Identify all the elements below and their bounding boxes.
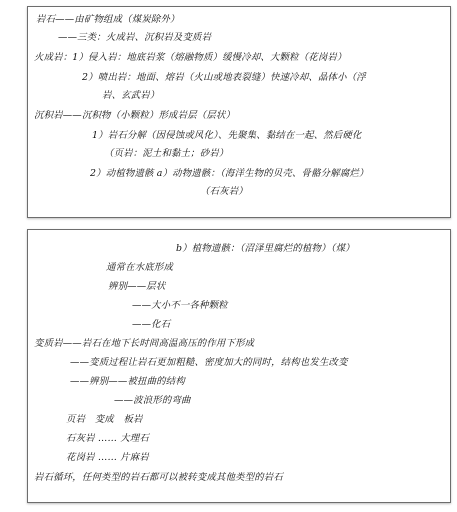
- note-line: ——大小不一各种颗粒: [132, 300, 228, 311]
- note-line: ——变质过程让岩石更加粗糙、密度加大的同时，结构也发生改变: [70, 357, 348, 368]
- note-line: 沉积岩——沉积物（小颗粒）形成岩层（层状）: [34, 110, 236, 121]
- note-line: 岩、玄武岩）: [102, 90, 160, 101]
- note-line: ——化石: [132, 319, 171, 330]
- note-line: 石灰岩 …… 大理石: [66, 433, 149, 444]
- note-line: ——三类：火成岩、沉积岩及变质岩: [58, 32, 212, 43]
- note-line: （石灰岩）: [200, 186, 248, 197]
- note-line: 岩石——由矿物组成（煤炭除外）: [36, 14, 180, 25]
- notes-panel-1: [27, 6, 451, 218]
- note-line: 2）动植物遗骸 a）动物遗骸：（海洋生物的贝壳、骨骼分解腐烂）: [90, 168, 369, 179]
- note-line: 火成岩：1）侵入岩：地底岩浆（熔融物质）缓慢冷却、大颗粒（花岗岩）: [34, 52, 347, 63]
- note-line: 1）岩石分解（因侵蚀或风化）、先聚集、黏结在一起、然后硬化: [92, 130, 362, 141]
- note-line: 页岩 变成 板岩: [66, 414, 143, 425]
- note-line: 通常在水底形成: [106, 262, 174, 273]
- note-line: 岩石循环，任何类型的岩石都可以被转变成其他类型的岩石: [34, 472, 283, 483]
- note-line: 花岗岩 …… 片麻岩: [66, 452, 149, 463]
- note-line: ——波浪形的弯曲: [114, 395, 191, 406]
- note-line: 辨别——层状: [108, 281, 166, 292]
- note-line: 变质岩——岩石在地下长时间高温高压的作用下形成: [34, 338, 255, 349]
- note-line: 2）喷出岩：地面、熔岩（火山或地表裂缝）快速冷却、晶体小（浮: [82, 72, 366, 83]
- note-line: ——辨别——被扭曲的结构: [70, 376, 185, 387]
- note-line: （页岩：泥土和黏土；砂岩）: [104, 148, 229, 159]
- note-line: b）植物遗骸：（沼泽里腐烂的植物）（煤）: [176, 243, 355, 254]
- notes-panel-2: [27, 229, 451, 503]
